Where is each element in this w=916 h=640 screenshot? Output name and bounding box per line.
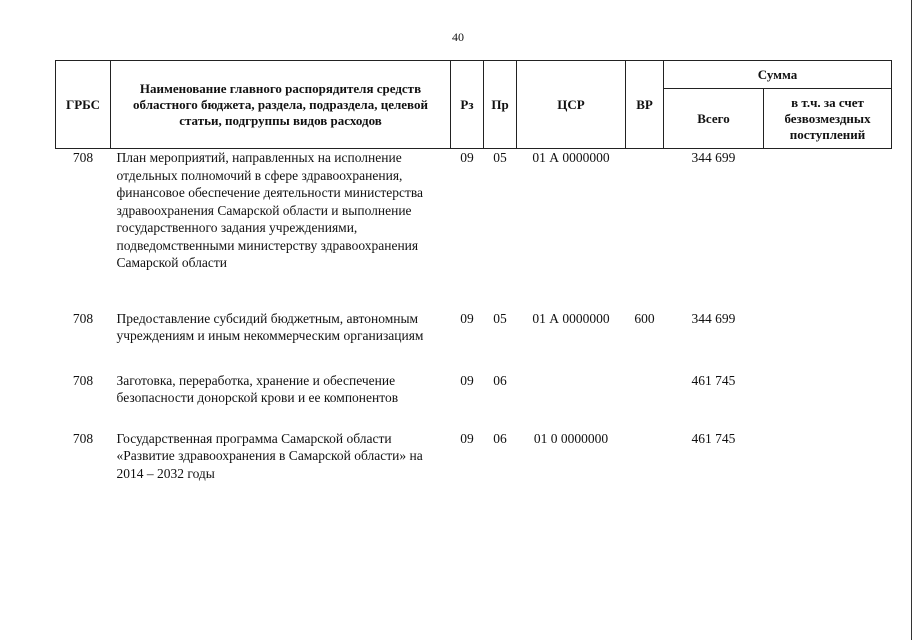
cell-name: План мероприятий, направленных на исполнение отдельных полномочий в сфере здравоохранения, финансовое обеспечение деятельности министерства здравоохранения Самарской области и выполнение государственного задания учреждениями, подведомственными министерству здравоохранения Самарской области <box>116 150 424 270</box>
cell-grbs: 708 <box>72 372 94 388</box>
scan-edge-line <box>911 0 916 640</box>
cell-incl <box>764 310 892 372</box>
header-name: Наименование главного распорядителя средств областного бюджета, раздела, подраздела, целевой статьи, подгруппы видов расходов <box>111 61 451 149</box>
cell-name: Предоставление субсидий бюджетным, автономным учреждениям и иным некоммерческим организациям <box>116 310 424 343</box>
cell-vr: 600 <box>634 310 655 326</box>
table-row <box>56 149 892 310</box>
cell-incl <box>764 372 892 430</box>
cell-csr: 01 0 0000000 <box>533 430 609 446</box>
table-row <box>56 310 892 372</box>
cell-csr: 01 А 0000000 <box>532 150 610 165</box>
budget-table <box>55 60 892 490</box>
cell-pr: 05 <box>493 310 507 326</box>
header-grbs: ГРБС <box>56 61 111 149</box>
cell-csr: 01 А 0000000 <box>532 310 610 326</box>
table-row <box>56 430 892 490</box>
header-rz: Рз <box>451 61 484 149</box>
cell-incl <box>764 430 892 490</box>
header-total: Всего <box>664 89 764 149</box>
cell-total: 344 699 <box>691 310 736 326</box>
cell-grbs: 708 <box>72 150 94 165</box>
header-vr: ВР <box>626 61 664 149</box>
header-csr: ЦСР <box>517 61 626 149</box>
cell-rz: 09 <box>460 430 474 446</box>
cell-rz: 09 <box>460 310 474 326</box>
cell-grbs: 708 <box>72 430 94 446</box>
cell-pr: 06 <box>493 372 507 388</box>
table-header <box>56 61 892 149</box>
cell-rz: 09 <box>460 150 474 165</box>
cell-total: 461 745 <box>691 372 736 388</box>
cell-rz: 09 <box>460 372 474 388</box>
cell-vr <box>626 149 664 310</box>
cell-pr: 05 <box>493 150 507 165</box>
cell-vr <box>626 430 664 490</box>
header-pr: Пр <box>484 61 517 149</box>
table-row <box>56 372 892 430</box>
cell-csr <box>517 372 626 430</box>
cell-pr: 06 <box>493 430 507 446</box>
cell-name: Государственная программа Самарской области «Развитие здравоохранения в Самарской области» на 2014 – 2032 годы <box>116 430 423 481</box>
header-sum: Сумма <box>664 61 892 89</box>
cell-total: 344 699 <box>691 150 736 165</box>
cell-grbs: 708 <box>72 310 94 326</box>
cell-name: Заготовка, переработка, хранение и обеспечение безопасности донорской крови и ее компонентов <box>116 372 399 405</box>
cell-incl <box>764 149 892 310</box>
cell-total: 461 745 <box>691 430 736 446</box>
header-incl: в т.ч. за счет безвозмездных поступлений <box>764 89 892 149</box>
cell-vr <box>626 372 664 430</box>
page-number: 40 <box>452 30 464 44</box>
